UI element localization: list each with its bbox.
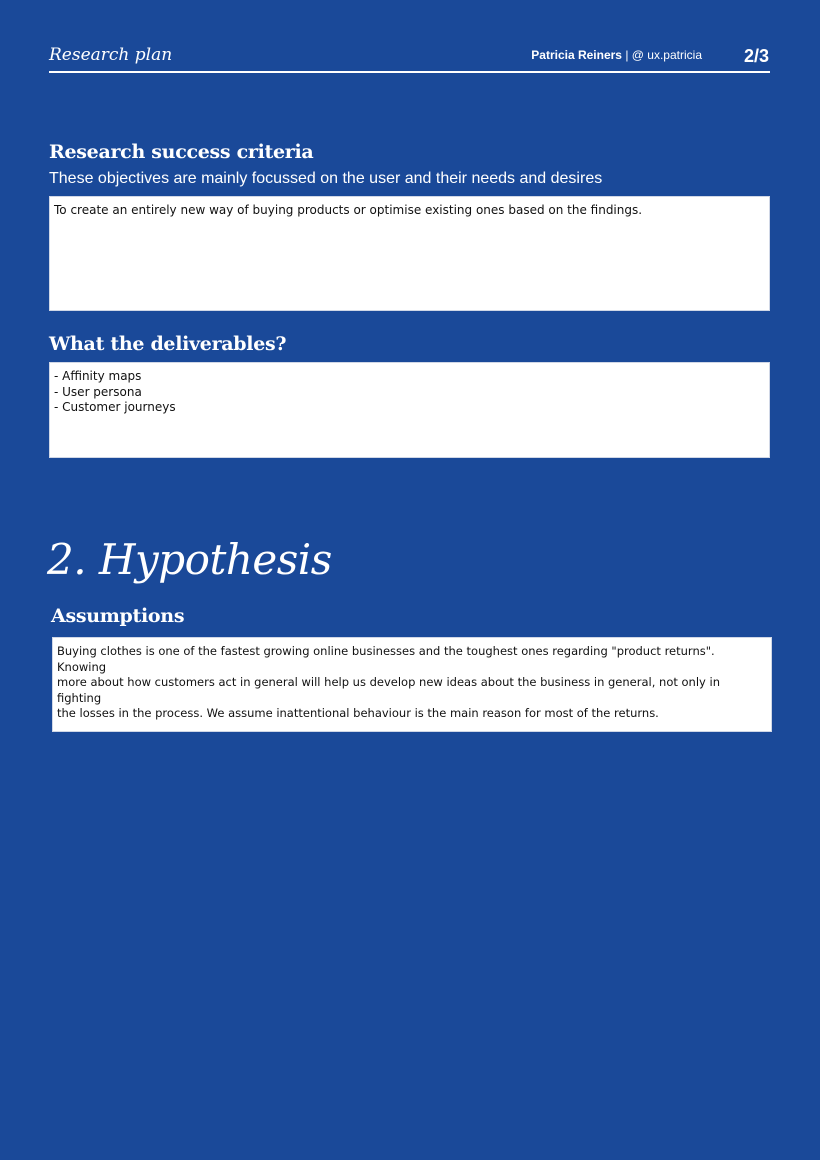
author-name: Patricia Reiners: [531, 48, 622, 62]
page-number: 2/3: [743, 46, 769, 66]
assumptions-heading: Assumptions: [51, 605, 185, 627]
deliverables-heading: What the deliverables?: [49, 333, 287, 355]
deliverable-item: - Affinity maps: [54, 369, 142, 383]
author-credit: [531, 48, 702, 62]
success-criteria-box[interactable]: [49, 196, 770, 311]
success-criteria-heading: Research success criteria: [49, 141, 314, 163]
author-separator: |: [621, 48, 632, 62]
assumptions-line: Buying clothes is one of the fastest growing online businesses and the toughest ones regarding "product returns". Knowing: [57, 644, 715, 674]
header-divider: [49, 71, 770, 73]
assumptions-line: the losses in the process. We assume inattentional behaviour is the main reason for most of the returns.: [57, 706, 659, 720]
success-criteria-subtitle: These objectives are mainly focussed on the user and their needs and desires: [49, 170, 603, 187]
assumptions-box[interactable]: [52, 637, 772, 732]
success-criteria-text: To create an entirely new way of buying products or optimise existing ones based on the findings.: [54, 203, 643, 217]
assumptions-line: more about how customers act in general will help us develop new ideas about the business in general, not only in fighting: [57, 675, 720, 705]
deliverable-item: - Customer journeys: [54, 400, 176, 414]
deliverables-box[interactable]: [49, 362, 770, 458]
deliverable-item: - User persona: [54, 384, 142, 399]
document-title: Research plan: [49, 45, 173, 65]
hypothesis-heading: 2. Hypothesis: [47, 535, 332, 584]
author-handle: @ ux.patricia: [631, 48, 702, 62]
